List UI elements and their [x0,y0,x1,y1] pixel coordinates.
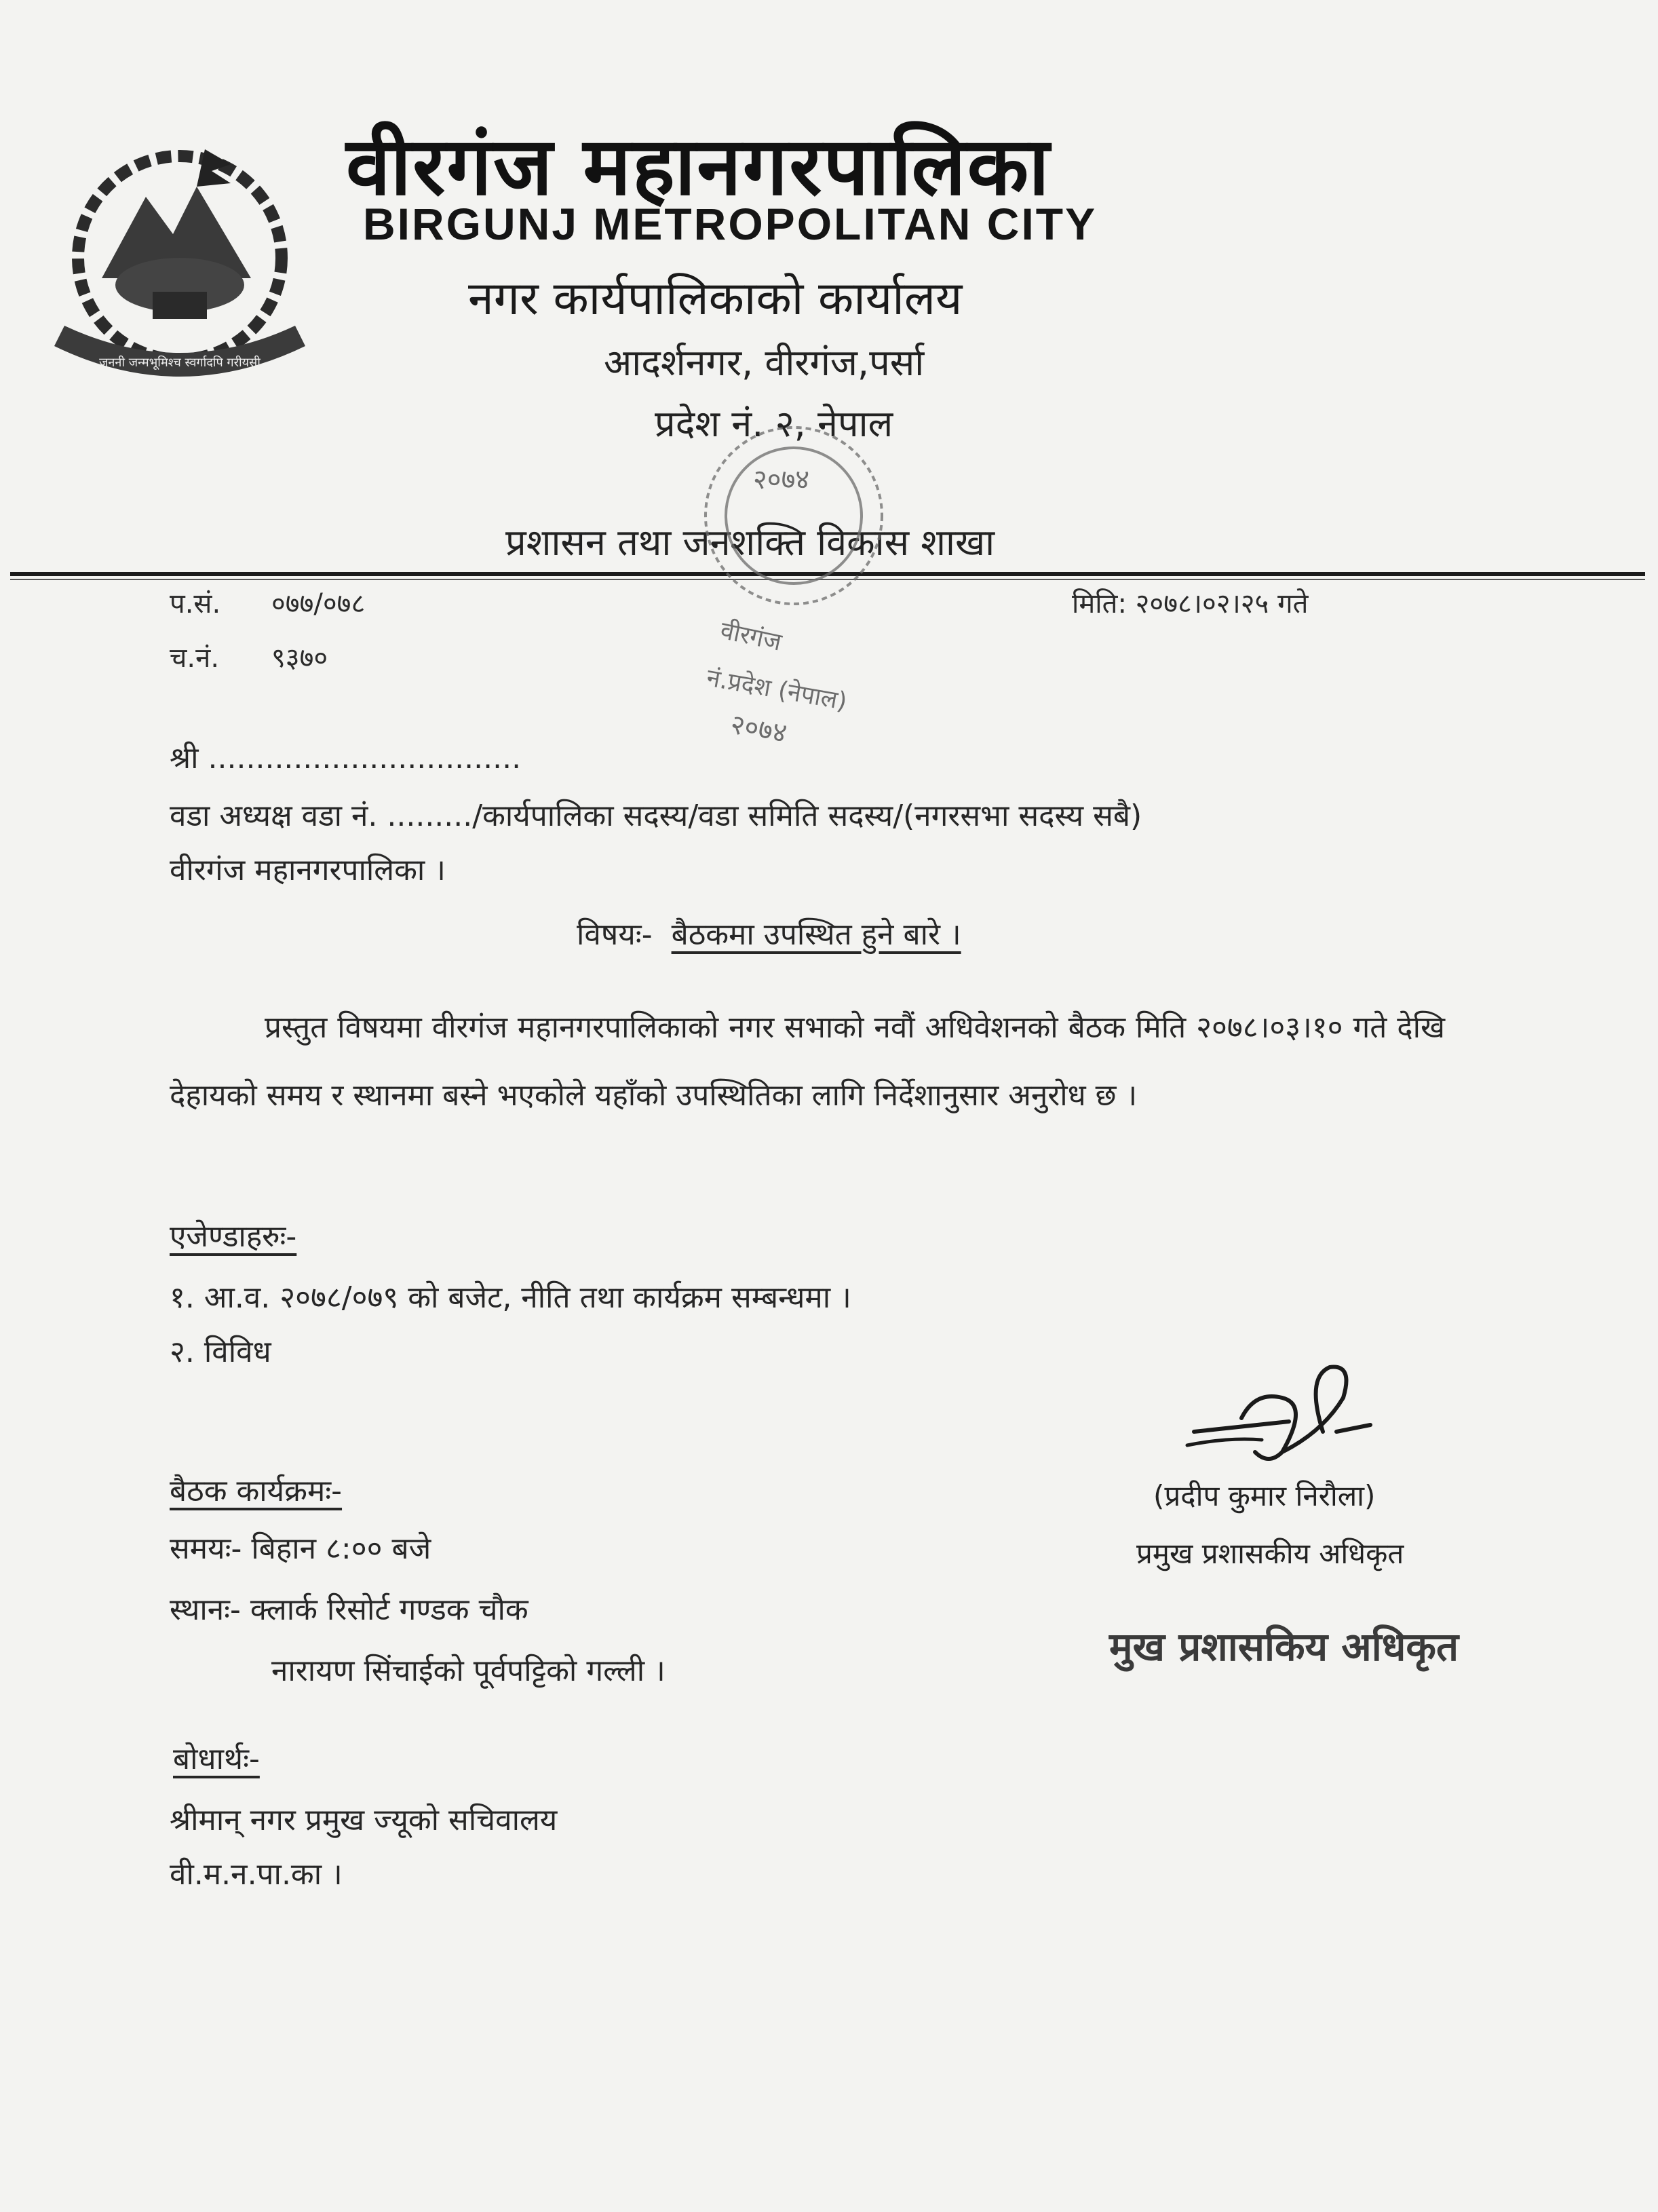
stamp-line-1: वीरगंज [718,616,784,657]
ref-ps-value: ०७७/०७८ [271,588,366,619]
nepal-emblem-logo [27,122,332,407]
letter-body-paragraph: प्रस्तुत विषयमा वीरगंज महानगरपालिकाको नगर सभाको नवौं अधिवेशनको बैठक मिति २०७८।०३।१० गते देखि देहायको समय र स्थानमा बस्ने भएकोले यहाँको उपस्थितिका लागि निर्देशानुसार अनुरोध छ । [170,1010,1445,1113]
office-seal-stamp [638,414,1004,767]
cc-heading: बोधार्थः- [173,1742,260,1776]
subject-line [577,913,961,953]
agenda-item-2: २. विविध [170,1335,271,1369]
ref-ps-label: प.सं. [170,588,221,619]
signatory-name: (प्रदीप कुमार निरौला) [1153,1479,1376,1512]
municipality-title-english: BIRGUNJ METROPOLITAN CITY [363,199,1098,249]
emblem-motto: जननी जन्मभूमिश्च स्वर्गादपि गरीयसी [99,356,261,370]
recipient-designation: वडा अध्यक्ष वडा नं. ........./कार्यपालिका सदस्य/वडा समिति सदस्य/(नगरसभा सदस्य सबै) [170,799,1142,833]
meeting-time: समयः- बिहान ८:०० बजे [170,1531,431,1566]
meeting-place-line-2: नारायण सिंचाईको पूर्वपट्टिको गल्ली । [271,1654,666,1688]
subject-label: विषयः- [577,917,653,952]
branch-name: प्रशासन तथा जनशक्ति विकास शाखा [505,521,995,564]
province-line: प्रदेश नं. २, नेपाल [655,402,893,445]
signatory-title: प्रमुख प्रशासकीय अधिकृत [1136,1537,1404,1570]
stamp-line-2: नं.प्रदेश (नेपाल) [704,664,849,717]
agenda-item-1: १. आ.व. २०७८/०७९ को बजेट, नीति तथा कार्यक्रम सम्बन्धमा । [170,1280,851,1315]
ref-cn-value: ९३७० [271,643,328,674]
ref-cn-label: च.नं. [170,643,220,674]
cc-line-1: श्रीमान् नगर प्रमुख ज्यूको सचिवालय [170,1803,558,1837]
office-name: नगर कार्यपालिकाको कार्यालय [468,272,963,326]
recipient-organization: वीरगंज महानगरपालिका । [170,853,446,888]
cc-line-2: वी.म.न.पा.का । [170,1857,343,1892]
meeting-place-line-1: स्थानः- क्लार्क रिसोर्ट गण्डक चौक [170,1593,528,1627]
office-address: आदर्शनगर, वीरगंज,पर्सा [604,341,925,384]
designation-rubber-stamp: मुख प्रशासकिय अधिकृत [1109,1624,1459,1670]
meeting-heading: बैठक कार्यक्रमः- [170,1474,343,1508]
stamp-year-top: २०७४ [753,464,810,495]
municipality-title-nepali: वीरगंज महानगरपालिका [346,119,1051,213]
agenda-heading: एजेण्डाहरुः- [170,1219,297,1254]
recipient-name-line: श्री ................................. [170,741,522,776]
letter-date: मिति: २०७८।०२।२५ गते [1072,588,1309,619]
stamp-year-bottom: २०७४ [728,708,790,750]
subject-text: बैठकमा उपस्थित हुने बारे । [671,917,961,952]
officer-signature [1167,1350,1384,1493]
